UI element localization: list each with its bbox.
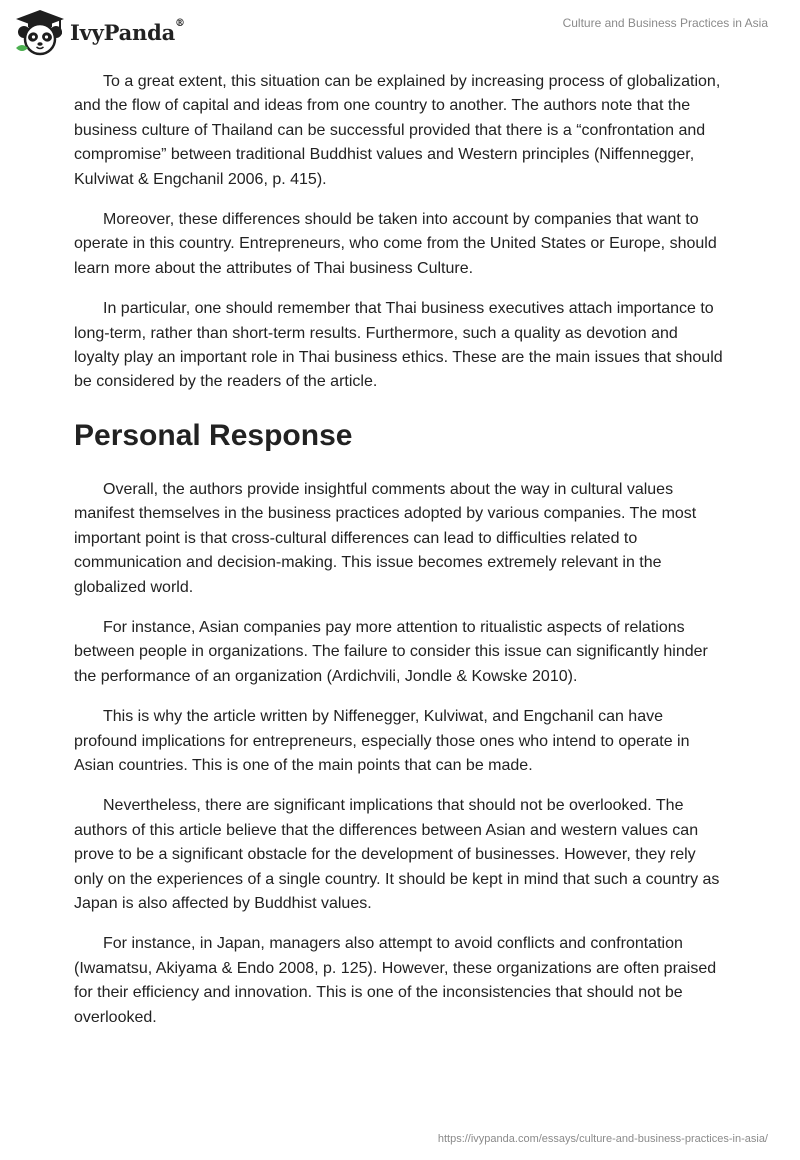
paragraph: For instance, Asian companies pay more attention to ritualistic aspects of relations between people in organizations. The failure to consider this issue can significantly hinder the performance of an organization (Ardichvili, Jondle & Kowske 2010). xyxy=(74,618,708,685)
paragraph: This is why the article written by Niffenegger, Kulviwat, and Engchanil can have profound implications for entrepreneurs, especially those ones who intend to operate in Asian countries. This is one of the main points that can be made. xyxy=(74,708,690,774)
paragraph: To a great extent, this situation can be explained by increasing process of globalization, and the flow of capital and ideas from one country to another. The authors note that the business culture of Thailand can be successful provided that there is a “confrontation and compromise” between traditional Buddhist values and Western principles (Niffennegger, Kulviwat & Engchanil 2006, p. 415). xyxy=(74,73,721,188)
page-header xyxy=(0,0,800,70)
essay-body xyxy=(74,70,726,1046)
ivypanda-logo[interactable] xyxy=(14,8,185,56)
section-heading: Personal Response xyxy=(74,418,353,452)
registered-mark: ® xyxy=(175,17,185,29)
source-url[interactable]: https://ivypanda.com/essays/culture-and-business-practices-in-asia/ xyxy=(437,1133,768,1145)
paragraph: Moreover, these differences should be taken into account by companies that want to operate in this country. Entrepreneurs, who come from the United States or Europe, should learn more about the attributes of Thai business Culture. xyxy=(74,211,717,277)
logo-text: IvyPanda® xyxy=(70,17,185,45)
paragraph: In particular, one should remember that Thai business executives attach importance to long-term, rather than short-term results. Furthermore, such a quality as devotion and loyalty play an important role in Thai business ethics. These are the main issues that should be considered by the readers of the article. xyxy=(74,300,723,391)
paragraph: Nevertheless, there are significant implications that should not be overlooked. The authors of this article believe that the differences between Asian and western values can prove to be a significant obstacle for the development of businesses. However, they rely only on the experiences of a single country. It should be kept in mind that such a country as Japan is also affected by Buddhist values. xyxy=(74,797,720,912)
document-title: Culture and Business Practices in Asia xyxy=(562,16,768,30)
paragraph: For instance, in Japan, managers also attempt to avoid conflicts and confrontation (Iwamatsu, Akiyama & Endo 2008, p. 125). However, these organizations are often praised for their efficiency and innovation. This is one of the inconsistencies that should not be overlooked. xyxy=(74,935,717,1026)
panda-graduate-icon xyxy=(14,8,66,56)
paragraph: Overall, the authors provide insightful comments about the way in cultural values manifest themselves in the business practices adopted by various companies. The most important point is that cross-cultural differences can lead to difficulties related to communication and decision-making. This issue becomes extremely relevant in the globalized world. xyxy=(74,480,697,596)
